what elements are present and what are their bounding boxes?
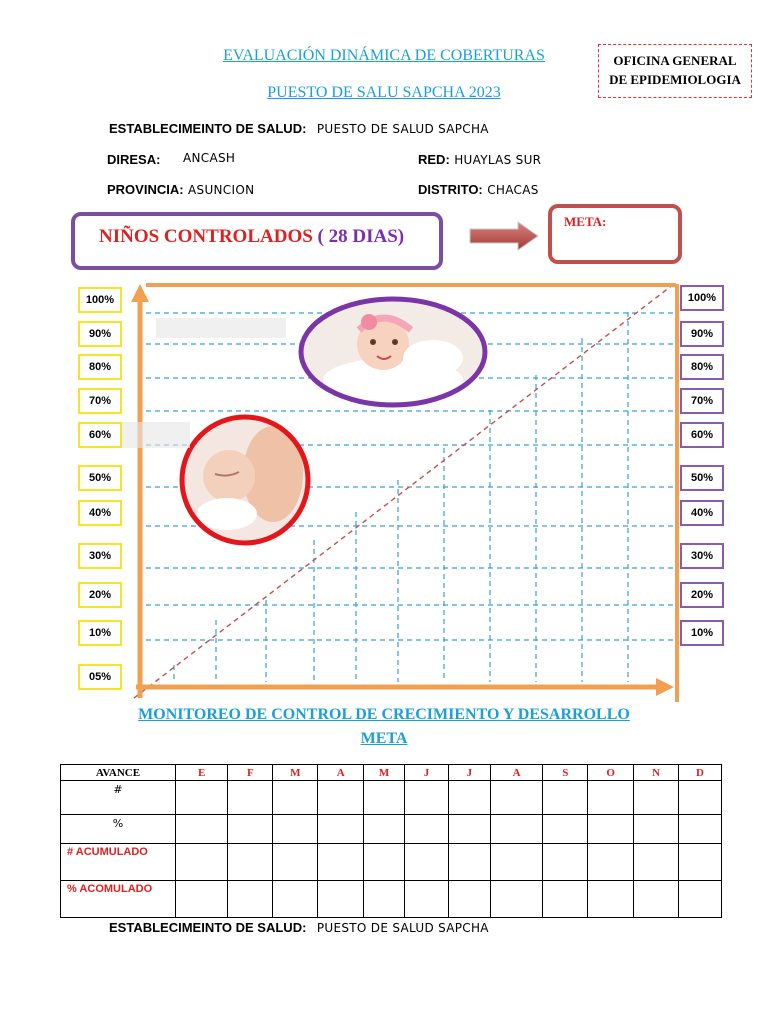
table-row: [61, 881, 722, 918]
provincia-value: ASUNCION: [188, 183, 255, 197]
table-cell[interactable]: [543, 781, 588, 815]
month-header: M: [273, 765, 318, 781]
table-cell[interactable]: [364, 881, 405, 918]
table-cell[interactable]: [273, 815, 318, 844]
table-cell[interactable]: [588, 844, 634, 881]
table-cell[interactable]: [634, 881, 679, 918]
table-cell[interactable]: [318, 881, 364, 918]
table-cell[interactable]: [318, 844, 364, 881]
footer-establecimiento-value: PUESTO DE SALUD SAPCHA: [316, 921, 489, 935]
table-cell[interactable]: [588, 881, 634, 918]
table-cell[interactable]: [678, 881, 721, 918]
distrito-row: [418, 181, 539, 199]
right-percent-label: 100%: [680, 285, 724, 311]
left-percent-label: 50%: [78, 465, 122, 491]
x-axis-arrow-icon: [656, 678, 674, 696]
table-cell[interactable]: [228, 844, 273, 881]
table-cell[interactable]: [678, 844, 721, 881]
table-cell[interactable]: [273, 844, 318, 881]
document-subtitle: PUESTO DE SALU SAPCHA 2023: [267, 84, 501, 101]
right-percent-label: 30%: [680, 543, 724, 569]
left-percent-label: 05%: [78, 664, 122, 690]
table-cell[interactable]: [490, 844, 543, 881]
month-header: S: [543, 765, 588, 781]
right-percent-label: 60%: [680, 422, 724, 448]
distrito-label: DISTRITO:: [418, 182, 483, 197]
table-cell[interactable]: [634, 815, 679, 844]
left-percent-label: 100%: [78, 287, 122, 313]
table-cell[interactable]: [448, 844, 490, 881]
table-cell[interactable]: [364, 815, 405, 844]
footer-establecimiento: [109, 919, 489, 937]
table-row: [61, 815, 722, 844]
table-cell[interactable]: [634, 781, 679, 815]
table-cell[interactable]: [588, 781, 634, 815]
right-percent-label: 40%: [680, 500, 724, 526]
monitor-title: MONITOREO DE CONTROL DE CRECIMIENTO Y DESARROLLO: [138, 706, 630, 723]
office-box: [598, 44, 752, 98]
left-percent-label: 80%: [78, 354, 122, 380]
right-percent-label: 20%: [680, 582, 724, 608]
table-cell[interactable]: [228, 815, 273, 844]
ninos-controlados-banner: [71, 212, 443, 270]
red-value: HUAYLAS SUR: [454, 153, 542, 167]
office-line-1: OFICINA GENERAL: [613, 53, 737, 68]
table-cell[interactable]: [405, 815, 449, 844]
right-percent-label: 70%: [680, 388, 724, 414]
table-cell[interactable]: [175, 781, 228, 815]
left-percent-label: 90%: [78, 321, 122, 347]
table-cell[interactable]: [405, 781, 449, 815]
banner-text-purple: ( 28 DIAS): [312, 226, 405, 247]
right-percent-label: 10%: [680, 620, 724, 646]
table-cell[interactable]: [228, 881, 273, 918]
row-label: # ACUMULADO: [61, 844, 176, 881]
table-cell[interactable]: [448, 815, 490, 844]
table-cell[interactable]: [543, 815, 588, 844]
month-header: J: [448, 765, 490, 781]
right-percent-label: 90%: [680, 321, 724, 347]
table-cell[interactable]: [175, 815, 228, 844]
table-cell[interactable]: [364, 844, 405, 881]
table-row: [61, 781, 722, 815]
table-cell[interactable]: [175, 844, 228, 881]
baby-photo: [301, 299, 485, 405]
month-header: J: [405, 765, 449, 781]
provincia-row: [107, 181, 254, 199]
left-percent-label: 70%: [78, 388, 122, 414]
footer-establecimiento-label: ESTABLECIMEINTO DE SALUD:: [109, 920, 307, 935]
monitor-meta: META: [360, 730, 408, 747]
month-header: A: [490, 765, 543, 781]
table-cell[interactable]: [448, 781, 490, 815]
month-header: M: [364, 765, 405, 781]
table-cell[interactable]: [364, 781, 405, 815]
left-percent-label: 40%: [78, 500, 122, 526]
meta-box: [548, 204, 682, 264]
left-percent-label: 30%: [78, 543, 122, 569]
table-cell[interactable]: [543, 844, 588, 881]
table-cell[interactable]: [318, 781, 364, 815]
document-title: EVALUACIÓN DINÁMICA DE COBERTURAS: [223, 47, 545, 64]
table-cell[interactable]: [228, 781, 273, 815]
month-header: N: [634, 765, 679, 781]
table-cell[interactable]: [318, 815, 364, 844]
row-label: %: [61, 815, 176, 844]
table-cell[interactable]: [405, 881, 449, 918]
establecimiento-value: PUESTO DE SALUD SAPCHA: [316, 122, 489, 136]
table-cell[interactable]: [678, 781, 721, 815]
table-cell[interactable]: [448, 881, 490, 918]
establecimiento-label: ESTABLECIMEINTO DE SALUD:: [109, 121, 307, 136]
right-percent-label: 50%: [680, 465, 724, 491]
month-header: F: [228, 765, 273, 781]
table-cell[interactable]: [634, 844, 679, 881]
table-cell[interactable]: [405, 844, 449, 881]
diresa-value: ANCASH: [183, 151, 236, 165]
left-percent-label: 10%: [78, 620, 122, 646]
month-header: D: [678, 765, 721, 781]
left-percent-label: 60%: [78, 422, 122, 448]
table-cell[interactable]: [175, 881, 228, 918]
office-line-2: DE EPIDEMIOLOGIA: [609, 72, 741, 87]
table-row: [61, 844, 722, 881]
month-header: O: [588, 765, 634, 781]
meta-label: META:: [564, 214, 607, 229]
table-cell[interactable]: [490, 781, 543, 815]
row-label: #: [61, 781, 176, 815]
table-cell[interactable]: [273, 881, 318, 918]
table-cell[interactable]: [588, 815, 634, 844]
row-label: % ACOMULADO: [61, 881, 176, 918]
table-cell[interactable]: [273, 781, 318, 815]
banner-text-red: NIÑOS CONTROLADOS: [99, 226, 313, 247]
arrow-right-icon: [466, 220, 542, 252]
nursing-photo: [182, 417, 308, 543]
left-percent-label: 20%: [78, 582, 122, 608]
shadow-strip: [156, 318, 286, 338]
month-header: E: [175, 765, 228, 781]
establecimiento-row: [109, 120, 489, 138]
table-cell[interactable]: [490, 815, 543, 844]
month-header: A: [318, 765, 364, 781]
monthly-progress-table: [60, 764, 722, 918]
red-label: RED:: [418, 152, 450, 167]
provincia-label: PROVINCIA:: [107, 182, 184, 197]
table-header-row: [61, 765, 722, 781]
distrito-value: CHACAS: [487, 183, 539, 197]
red-row: [418, 151, 541, 169]
table-cell[interactable]: [678, 815, 721, 844]
table-cell[interactable]: [543, 881, 588, 918]
table-corner: AVANCE: [61, 765, 176, 781]
right-percent-label: 80%: [680, 354, 724, 380]
table-cell[interactable]: [490, 881, 543, 918]
diresa-label: DIRESA:: [107, 152, 161, 167]
